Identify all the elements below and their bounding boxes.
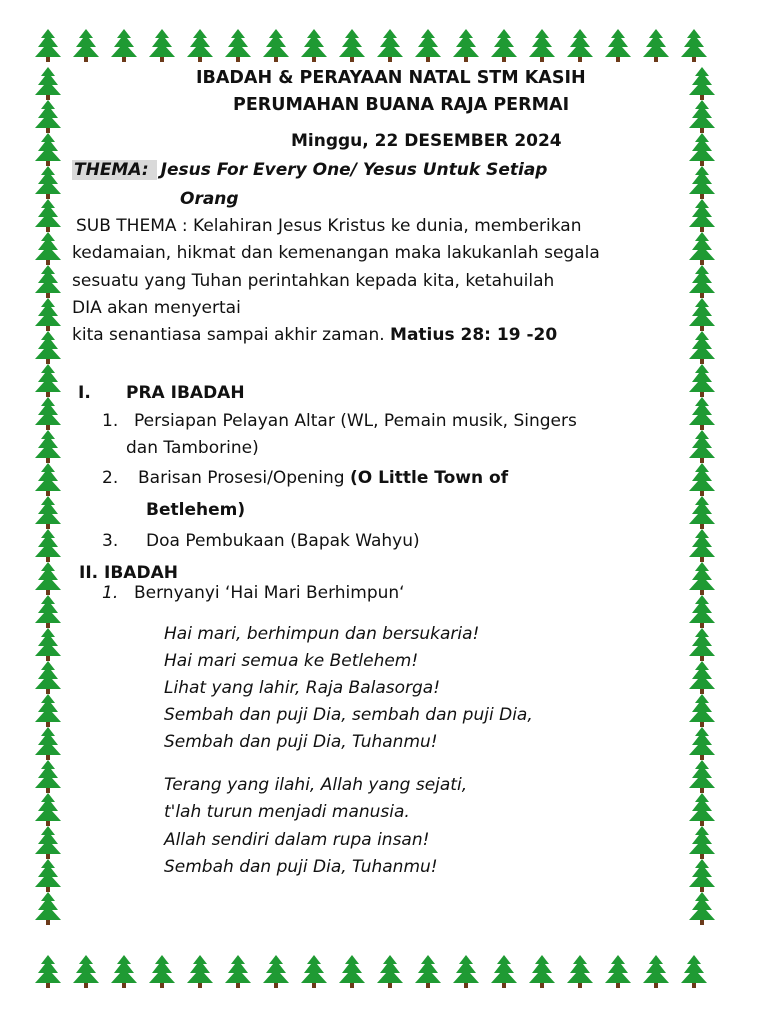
- subthema-line-3: sesuatu yang Tuhan perintahkan kepada kita, ketahuilah: [72, 271, 555, 291]
- list-item-text-cont: dan Tamborine): [126, 438, 259, 458]
- list-item-num: 3.: [102, 531, 119, 551]
- lyric-line: Allah sendiri dalam rupa insan!: [164, 830, 430, 850]
- subthema-line-2: kedamaian, hikmat dan kemenangan maka lakukanlah segala: [72, 243, 600, 263]
- list-item-num: 2.: [102, 468, 119, 488]
- section-1-numeral: I.: [78, 383, 91, 403]
- lyric-line: Sembah dan puji Dia, Tuhanmu!: [164, 732, 438, 752]
- subthema-line-5: [72, 324, 557, 346]
- list-item-text: Persiapan Pelayan Altar (WL, Pemain musik, Singers: [134, 411, 577, 431]
- subthema-text: kita senantiasa sampai akhir zaman.: [72, 325, 385, 345]
- title-line-2: PERUMAHAN BUANA RAJA PERMAI: [233, 95, 570, 115]
- subthema-line-1: SUB THEMA : Kelahiran Jesus Kristus ke dunia, memberikan: [76, 216, 582, 236]
- lyric-line: Sembah dan puji Dia, sembah dan puji Dia,: [164, 705, 533, 725]
- thema-text: Jesus For Every One/ Yesus Untuk Setiap: [160, 160, 548, 180]
- lyric-line: Terang yang ilahi, Allah yang sejati,: [164, 775, 468, 795]
- lyric-line: Sembah dan puji Dia, Tuhanmu!: [164, 857, 438, 877]
- list-item-text: [138, 467, 508, 489]
- procession-song-cont: Betlehem): [146, 500, 246, 520]
- service-date: Minggu, 22 DESEMBER 2024: [291, 131, 562, 151]
- list-item-num: 1.: [102, 583, 119, 603]
- lyric-line: Lihat yang lahir, Raja Balasorga!: [164, 678, 441, 698]
- procession-text: Barisan Prosesi/Opening: [138, 468, 345, 488]
- thema-line: [72, 159, 547, 181]
- title-line-1: IBADAH & PERAYAAN NATAL STM KASIH: [196, 68, 586, 88]
- subthema-line-4: DIA akan menyertai: [72, 298, 241, 318]
- list-item-text: Doa Pembukaan (Bapak Wahyu): [146, 531, 420, 551]
- section-2-heading: II. IBADAH: [79, 563, 178, 583]
- lyric-line: Hai mari semua ke Betlehem!: [164, 651, 419, 671]
- lyric-line: t'lah turun menjadi manusia.: [164, 802, 410, 822]
- list-item-num: 1.: [102, 411, 119, 431]
- thema-label: THEMA:: [72, 160, 157, 180]
- thema-text-cont: Orang: [180, 189, 239, 209]
- lyric-line: Hai mari, berhimpun dan bersukaria!: [164, 624, 480, 644]
- procession-song: (O Little Town of: [349, 468, 509, 488]
- list-item-text: Bernyanyi ‘Hai Mari Berhimpun‘: [134, 583, 405, 603]
- section-1-heading: PRA IBADAH: [126, 383, 245, 403]
- bible-reference: Matius 28: 19 -20: [390, 325, 558, 345]
